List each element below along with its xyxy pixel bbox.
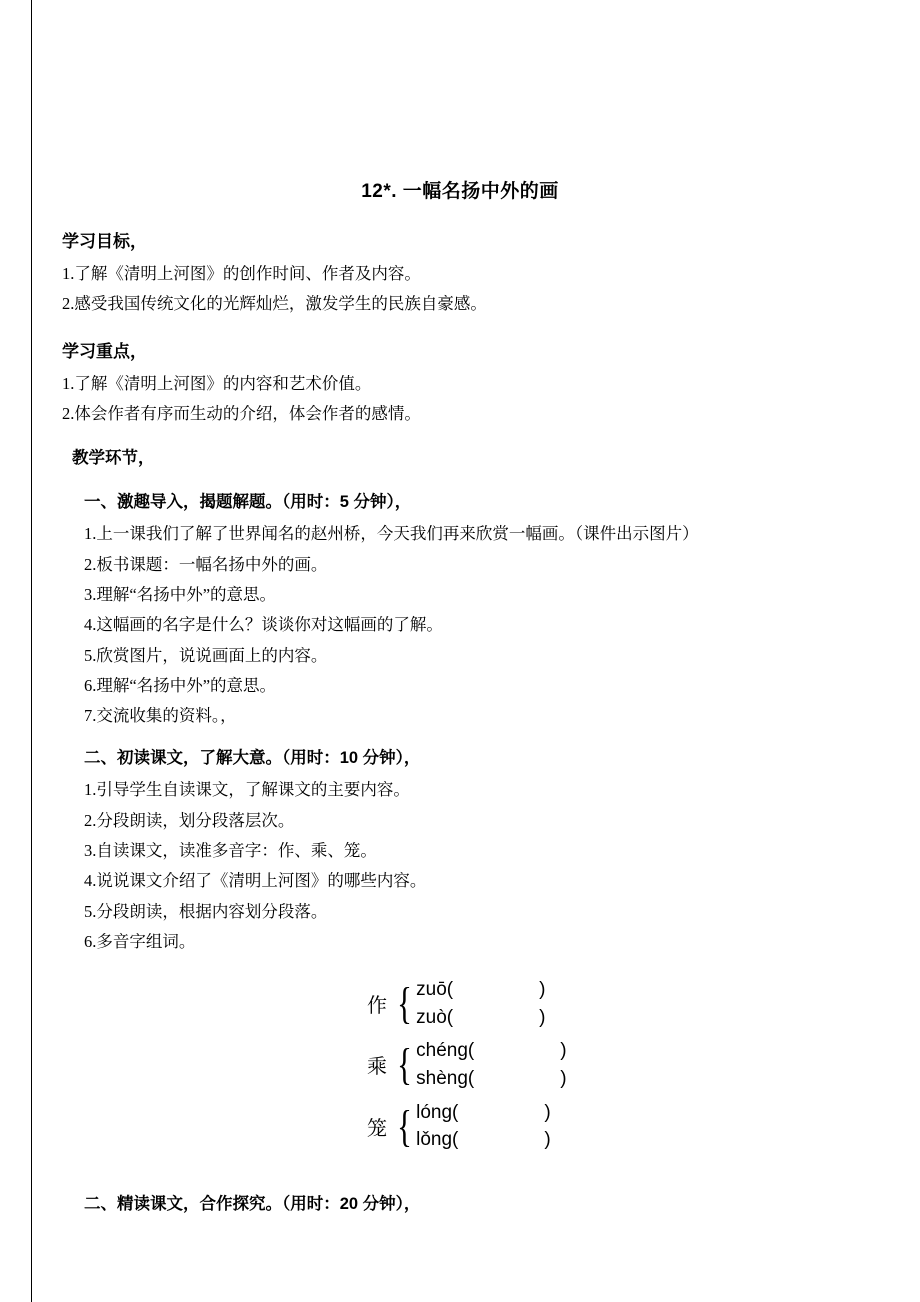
stage-one-item-1: 1.上一课我们了解了世界闻名的赵州桥，今天我们再来欣赏一幅画。（课件出示图片） xyxy=(84,524,699,544)
reading-text: shèng( xyxy=(416,1067,475,1089)
goal-item-1: 1.了解《清明上河图》的创作时间、作者及内容。 xyxy=(62,264,421,283)
focus-item-2: 2.体会作者有序而生动的介绍，体会作者的感情。 xyxy=(62,403,421,423)
stage-one-item-4: 4.这幅画的名字是什么？谈谈你对这幅画的了解。 xyxy=(84,615,443,635)
stage-one-item-6: 6.理解“名扬中外”的意思。 xyxy=(84,675,277,695)
polyphone-group-zuo xyxy=(362,976,858,1031)
stage-two-heading: 二、初读课文，了解大意。（用时：10 分钟）， xyxy=(84,749,421,768)
reading-text: zuō( xyxy=(416,979,454,1001)
reading-text: zuò( xyxy=(416,1006,454,1028)
reading-close: ) xyxy=(560,1040,567,1062)
stage-two-item-3: 3.自读课文，读准多音字：作、乘、笼。 xyxy=(84,841,377,861)
stage-one-item-2: 2.板书课题：一幅名扬中外的画。 xyxy=(84,554,328,574)
brace-icon: { xyxy=(397,1101,412,1151)
page-title: 12*. 一幅名扬中外的画 xyxy=(361,181,559,202)
polyphone-reading xyxy=(416,1065,566,1093)
reading-text: lǒng( xyxy=(416,1129,459,1151)
reading-close: ) xyxy=(560,1067,567,1089)
reading-close: ) xyxy=(539,1006,546,1028)
polyphone-exercise xyxy=(62,976,858,1153)
stage-one-item-3: 3.理解“名扬中外”的意思。 xyxy=(84,584,277,604)
polyphone-group-long xyxy=(362,1099,858,1154)
section-heading-goals: 学习目标， xyxy=(62,232,147,251)
polyphone-char: 乘 xyxy=(367,1056,387,1079)
brace-icon: { xyxy=(397,979,412,1029)
brace-icon: { xyxy=(397,1040,412,1090)
polyphone-char: 作 xyxy=(367,995,387,1018)
stage-one-item-5: 5.欣赏图片，说说画面上的内容。 xyxy=(84,645,328,665)
reading-close: ) xyxy=(539,979,546,1001)
stage-two-item-6: 6.多音字组词。 xyxy=(84,932,196,951)
section-heading-focus: 学习重点， xyxy=(62,341,147,361)
polyphone-reading xyxy=(416,976,545,1004)
polyphone-reading xyxy=(416,1126,551,1154)
teaching-process-heading: 教学环节， xyxy=(72,449,155,468)
polyphone-reading xyxy=(416,1004,545,1032)
goal-item-2: 2.感受我国传统文化的光辉灿烂，激发学生的民族自豪感。 xyxy=(62,294,487,314)
polyphone-reading xyxy=(416,1099,551,1127)
polyphone-char: 笼 xyxy=(367,1117,387,1140)
stage-two-item-5: 5.分段朗读，根据内容划分段落。 xyxy=(84,901,328,921)
stage-two-item-1: 1.引导学生自读课文，了解课文的主要内容。 xyxy=(84,780,410,800)
reading-text: lóng( xyxy=(416,1101,459,1123)
reading-close: ) xyxy=(544,1101,551,1123)
focus-item-1: 1.了解《清明上河图》的内容和艺术价值。 xyxy=(62,373,372,393)
stage-two-item-4: 4.说说课文介绍了《清明上河图》的哪些内容。 xyxy=(84,871,427,891)
stage-three-heading: 二、精读课文，合作探究。（用时：20 分钟）， xyxy=(84,1194,421,1213)
stage-two-item-2: 2.分段朗读，划分段落层次。 xyxy=(84,810,295,830)
polyphone-reading xyxy=(416,1037,566,1065)
reading-text: chéng( xyxy=(416,1040,475,1062)
stage-one-heading: 一、激趣导入，揭题解题。（用时：5 分钟）， xyxy=(84,493,412,512)
reading-close: ) xyxy=(544,1129,551,1151)
stage-one-item-7: 7.交流收集的资料。， xyxy=(84,706,237,726)
polyphone-group-cheng xyxy=(362,1037,858,1092)
page-left-rule xyxy=(31,0,32,1302)
